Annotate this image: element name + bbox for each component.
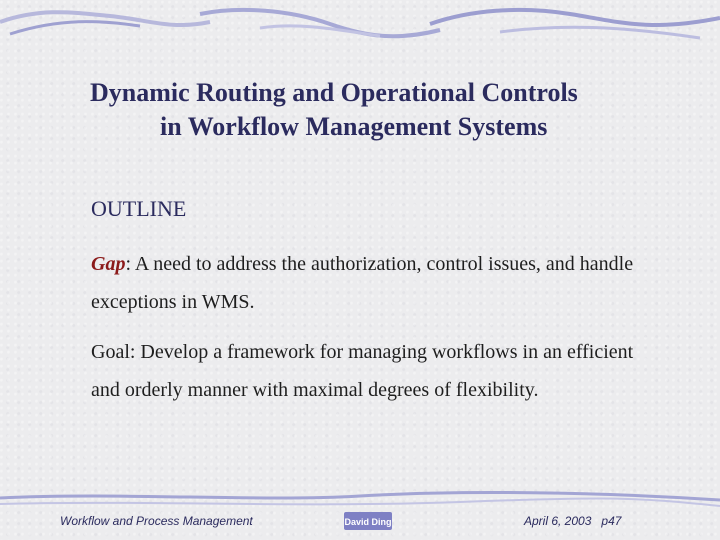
title-line-1: Dynamic Routing and Operational Controls xyxy=(90,78,578,107)
author-logo-text: David Ding xyxy=(344,517,392,527)
title-line-2: in Workflow Management Systems xyxy=(160,112,548,141)
outline-heading: OUTLINE xyxy=(91,196,187,221)
goal-paragraph: Goal: Develop a framework for managing workflows in an efficient and orderly manner with maximal degrees of flexibility. xyxy=(91,341,634,401)
footer-date: April 6, 2003 xyxy=(524,514,592,528)
footer-date-page xyxy=(524,514,621,528)
author-logo xyxy=(343,510,393,532)
footer-page-number: p47 xyxy=(601,514,622,528)
gap-text: : A need to address the authorization, control issues, and handle exceptions in WMS. xyxy=(91,253,634,313)
footer-course-title: Workflow and Process Management xyxy=(60,514,253,528)
slide-title xyxy=(90,76,650,144)
gap-paragraph xyxy=(91,245,651,321)
top-wave-decoration xyxy=(0,0,720,50)
gap-label: Gap xyxy=(91,253,126,275)
